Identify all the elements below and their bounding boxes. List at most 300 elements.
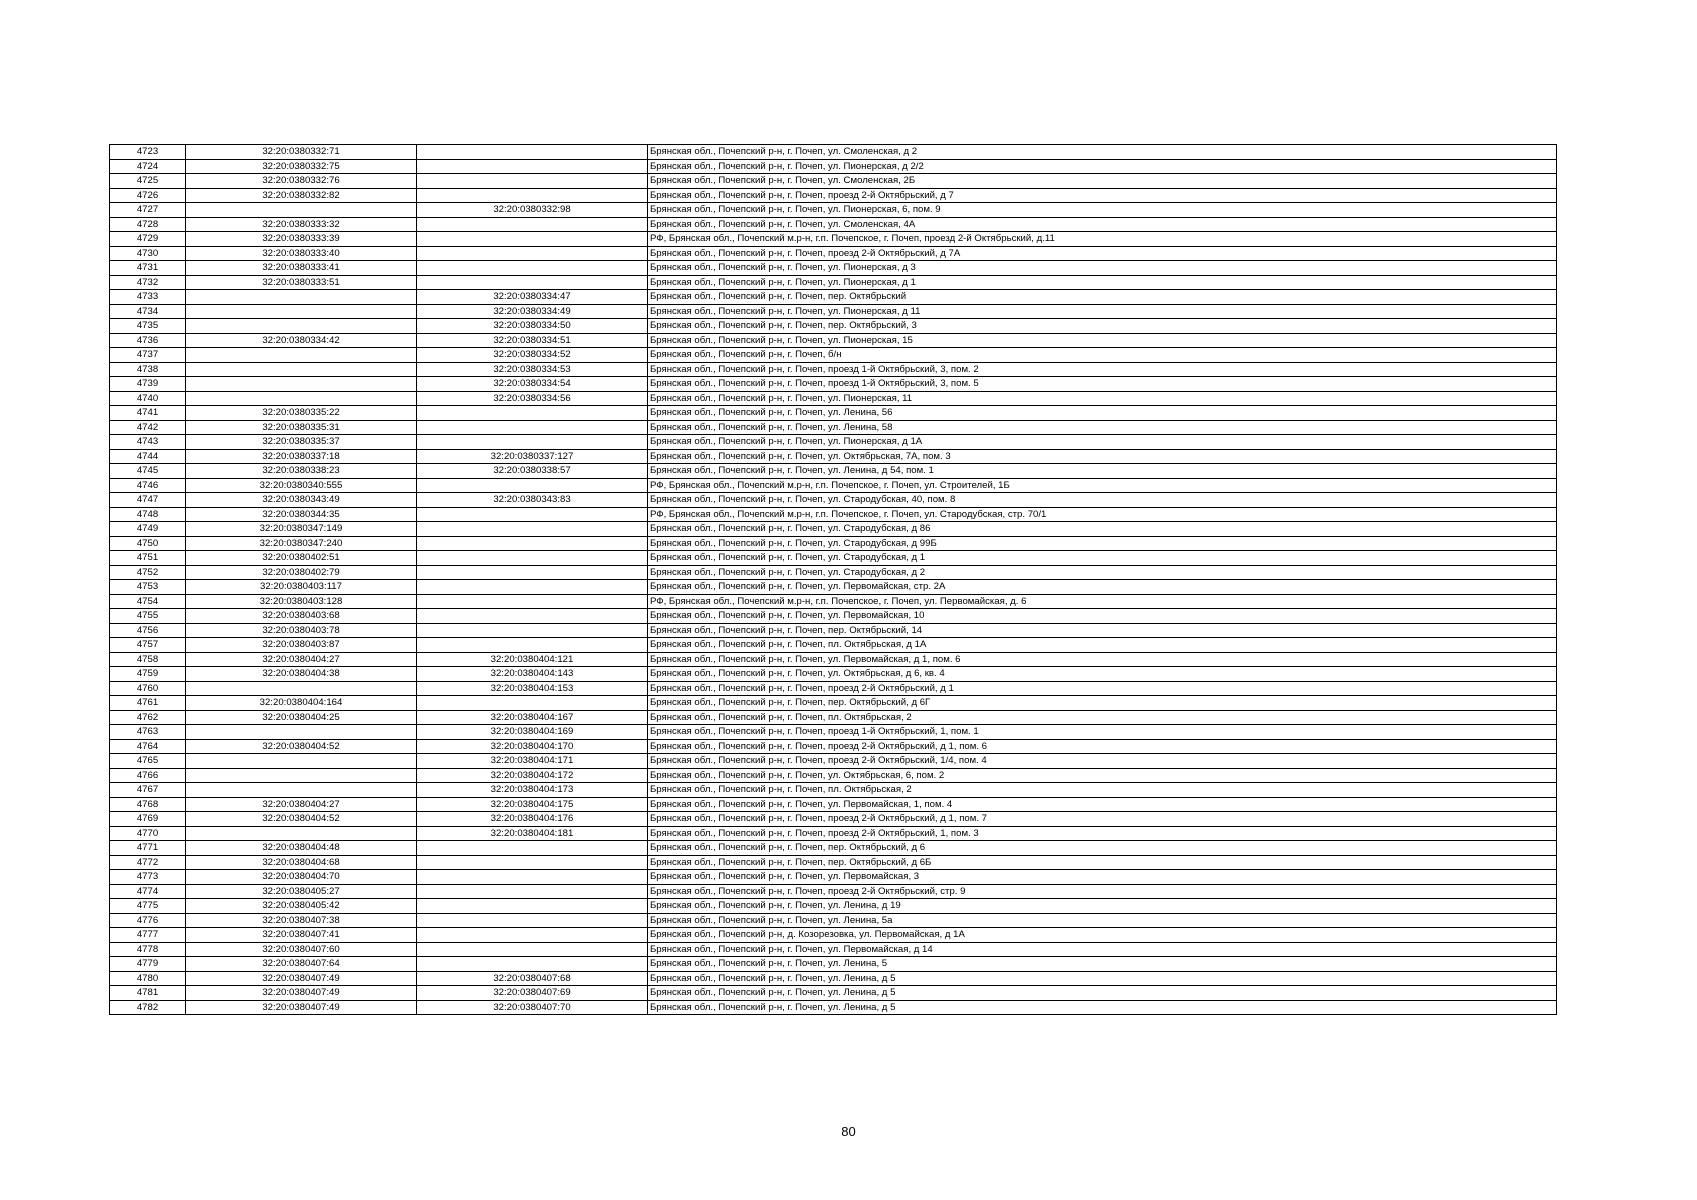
land-cadastral-number-cell: 32:20:0380403:117 xyxy=(186,580,417,595)
row-number-cell: 4742 xyxy=(110,420,186,435)
building-cadastral-number-cell xyxy=(417,188,648,203)
table-row xyxy=(110,377,1557,392)
row-number-cell: 4759 xyxy=(110,667,186,682)
land-cadastral-number-cell: 32:20:0380404:25 xyxy=(186,710,417,725)
address-cell: Брянская обл., Почепский р-н, г. Почеп, проезд 1-й Октябрьский, 3, пом. 5 xyxy=(648,377,1557,392)
address-cell: Брянская обл., Почепский р-н, г. Почеп, ул. Стародубская, д 1 xyxy=(648,551,1557,566)
row-number-cell: 4772 xyxy=(110,855,186,870)
row-number-cell: 4764 xyxy=(110,739,186,754)
address-cell: Брянская обл., Почепский р-н, г. Почеп, ул. Ленина, д 54, пом. 1 xyxy=(648,464,1557,479)
building-cadastral-number-cell xyxy=(417,928,648,943)
table-row xyxy=(110,594,1557,609)
row-number-cell: 4745 xyxy=(110,464,186,479)
row-number-cell: 4735 xyxy=(110,319,186,334)
address-cell: Брянская обл., Почепский р-н, г. Почеп, ул. Первомайская, 1, пом. 4 xyxy=(648,797,1557,812)
row-number-cell: 4729 xyxy=(110,232,186,247)
address-cell: Брянская обл., Почепский р-н, г. Почеп, ул. Ленина, 58 xyxy=(648,420,1557,435)
building-cadastral-number-cell xyxy=(417,507,648,522)
land-cadastral-number-cell xyxy=(186,290,417,305)
row-number-cell: 4779 xyxy=(110,957,186,972)
address-cell: Брянская обл., Почепский р-н, г. Почеп, ул. Стародубская, д 99Б xyxy=(648,536,1557,551)
building-cadastral-number-cell: 32:20:0380404:176 xyxy=(417,812,648,827)
building-cadastral-number-cell xyxy=(417,696,648,711)
land-cadastral-number-cell: 32:20:0380402:79 xyxy=(186,565,417,580)
building-cadastral-number-cell: 32:20:0380404:170 xyxy=(417,739,648,754)
page-number: 80 xyxy=(841,1124,856,1139)
row-number-cell: 4762 xyxy=(110,710,186,725)
table-row xyxy=(110,942,1557,957)
table-row xyxy=(110,928,1557,943)
table-row xyxy=(110,203,1557,218)
address-cell: Брянская обл., Почепский р-н, г. Почеп, ул. Ленина, 56 xyxy=(648,406,1557,421)
building-cadastral-number-cell: 32:20:0380404:175 xyxy=(417,797,648,812)
address-cell: Брянская обл., Почепский р-н, г. Почеп, проезд 2-й Октябрьский, д 1, пом. 6 xyxy=(648,739,1557,754)
table-row xyxy=(110,261,1557,276)
row-number-cell: 4778 xyxy=(110,942,186,957)
address-cell: Брянская обл., Почепский р-н, г. Почеп, ул. Пионерская, д 11 xyxy=(648,304,1557,319)
land-cadastral-number-cell: 32:20:0380335:37 xyxy=(186,435,417,450)
row-number-cell: 4725 xyxy=(110,174,186,189)
address-cell: Брянская обл., Почепский р-н, г. Почеп, пер. Октябрьский, 14 xyxy=(648,623,1557,638)
row-number-cell: 4741 xyxy=(110,406,186,421)
row-number-cell: 4756 xyxy=(110,623,186,638)
land-cadastral-number-cell: 32:20:0380337:18 xyxy=(186,449,417,464)
table-row xyxy=(110,362,1557,377)
land-cadastral-number-cell: 32:20:0380404:27 xyxy=(186,652,417,667)
row-number-cell: 4755 xyxy=(110,609,186,624)
table-row xyxy=(110,957,1557,972)
row-number-cell: 4752 xyxy=(110,565,186,580)
address-cell: Брянская обл., Почепский р-н, г. Почеп, ул. Пионерская, 15 xyxy=(648,333,1557,348)
address-cell: Брянская обл., Почепский р-н, г. Почеп, ул. Пионерская, 11 xyxy=(648,391,1557,406)
row-number-cell: 4724 xyxy=(110,159,186,174)
table-row xyxy=(110,449,1557,464)
building-cadastral-number-cell xyxy=(417,435,648,450)
row-number-cell: 4733 xyxy=(110,290,186,305)
table-body xyxy=(110,145,1557,1015)
land-cadastral-number-cell: 32:20:0380332:75 xyxy=(186,159,417,174)
table-row xyxy=(110,188,1557,203)
building-cadastral-number-cell xyxy=(417,957,648,972)
address-cell: Брянская обл., Почепский р-н, г. Почеп, ул. Первомайская, 3 xyxy=(648,870,1557,885)
row-number-cell: 4743 xyxy=(110,435,186,450)
row-number-cell: 4773 xyxy=(110,870,186,885)
address-cell: Брянская обл., Почепский р-н, г. Почеп, проезд 2-й Октябрьский, д 7А xyxy=(648,246,1557,261)
table-row xyxy=(110,855,1557,870)
row-number-cell: 4727 xyxy=(110,203,186,218)
row-number-cell: 4776 xyxy=(110,913,186,928)
row-number-cell: 4751 xyxy=(110,551,186,566)
land-cadastral-number-cell: 32:20:0380404:68 xyxy=(186,855,417,870)
address-cell: Брянская обл., Почепский р-н, г. Почеп, ул. Ленина, д 5 xyxy=(648,986,1557,1001)
row-number-cell: 4747 xyxy=(110,493,186,508)
address-cell: Брянская обл., Почепский р-н, г. Почеп, ул. Смоленская, 4А xyxy=(648,217,1557,232)
land-cadastral-number-cell: 32:20:0380333:51 xyxy=(186,275,417,290)
land-cadastral-number-cell xyxy=(186,783,417,798)
land-cadastral-number-cell: 32:20:0380403:78 xyxy=(186,623,417,638)
building-cadastral-number-cell: 32:20:0380404:172 xyxy=(417,768,648,783)
building-cadastral-number-cell xyxy=(417,841,648,856)
land-cadastral-number-cell xyxy=(186,304,417,319)
table-row xyxy=(110,232,1557,247)
land-cadastral-number-cell: 32:20:0380404:52 xyxy=(186,812,417,827)
building-cadastral-number-cell: 32:20:0380404:121 xyxy=(417,652,648,667)
row-number-cell: 4732 xyxy=(110,275,186,290)
address-cell: Брянская обл., Почепский р-н, г. Почеп, ул. Стародубская, 40, пом. 8 xyxy=(648,493,1557,508)
table-row xyxy=(110,319,1557,334)
row-number-cell: 4746 xyxy=(110,478,186,493)
building-cadastral-number-cell xyxy=(417,942,648,957)
building-cadastral-number-cell: 32:20:0380334:51 xyxy=(417,333,648,348)
row-number-cell: 4757 xyxy=(110,638,186,653)
table-row xyxy=(110,406,1557,421)
table-row xyxy=(110,275,1557,290)
building-cadastral-number-cell xyxy=(417,145,648,160)
building-cadastral-number-cell: 32:20:0380407:68 xyxy=(417,971,648,986)
address-cell: Брянская обл., Почепский р-н, г. Почеп, ул. Пионерская, д 3 xyxy=(648,261,1557,276)
table-row xyxy=(110,710,1557,725)
address-cell: РФ, Брянская обл., Почепский м.р-н, г.п. Почепское, г. Почеп, ул. Стародубская, стр. 70/1 xyxy=(648,507,1557,522)
land-cadastral-number-cell xyxy=(186,768,417,783)
table-row xyxy=(110,507,1557,522)
address-cell: Брянская обл., Почепский р-н, г. Почеп, ул. Октябрьская, 7А, пом. 3 xyxy=(648,449,1557,464)
land-cadastral-number-cell: 32:20:0380404:70 xyxy=(186,870,417,885)
land-cadastral-number-cell xyxy=(186,319,417,334)
table-row xyxy=(110,986,1557,1001)
building-cadastral-number-cell: 32:20:0380334:52 xyxy=(417,348,648,363)
land-cadastral-number-cell: 32:20:0380407:49 xyxy=(186,986,417,1001)
row-number-cell: 4728 xyxy=(110,217,186,232)
row-number-cell: 4736 xyxy=(110,333,186,348)
land-cadastral-number-cell: 32:20:0380407:49 xyxy=(186,971,417,986)
land-cadastral-number-cell: 32:20:0380407:38 xyxy=(186,913,417,928)
building-cadastral-number-cell xyxy=(417,159,648,174)
address-cell: Брянская обл., Почепский р-н, г. Почеп, пер. Октябрьский xyxy=(648,290,1557,305)
building-cadastral-number-cell xyxy=(417,420,648,435)
row-number-cell: 4744 xyxy=(110,449,186,464)
building-cadastral-number-cell: 32:20:0380334:53 xyxy=(417,362,648,377)
land-cadastral-number-cell: 32:20:0380333:32 xyxy=(186,217,417,232)
building-cadastral-number-cell: 32:20:0380334:49 xyxy=(417,304,648,319)
row-number-cell: 4771 xyxy=(110,841,186,856)
land-cadastral-number-cell: 32:20:0380335:22 xyxy=(186,406,417,421)
building-cadastral-number-cell: 32:20:0380338:57 xyxy=(417,464,648,479)
building-cadastral-number-cell: 32:20:0380343:83 xyxy=(417,493,648,508)
building-cadastral-number-cell: 32:20:0380407:70 xyxy=(417,1000,648,1015)
row-number-cell: 4774 xyxy=(110,884,186,899)
land-cadastral-number-cell: 32:20:0380343:49 xyxy=(186,493,417,508)
row-number-cell: 4723 xyxy=(110,145,186,160)
row-number-cell: 4730 xyxy=(110,246,186,261)
address-cell: Брянская обл., Почепский р-н, г. Почеп, ул. Первомайская, д 14 xyxy=(648,942,1557,957)
building-cadastral-number-cell xyxy=(417,884,648,899)
table-row xyxy=(110,536,1557,551)
table-row xyxy=(110,754,1557,769)
building-cadastral-number-cell xyxy=(417,246,648,261)
building-cadastral-number-cell xyxy=(417,899,648,914)
building-cadastral-number-cell xyxy=(417,536,648,551)
building-cadastral-number-cell: 32:20:0380404:181 xyxy=(417,826,648,841)
land-cadastral-number-cell: 32:20:0380332:82 xyxy=(186,188,417,203)
address-cell: Брянская обл., Почепский р-н, г. Почеп, проезд 2-й Октябрьский, д 1, пом. 7 xyxy=(648,812,1557,827)
table-row xyxy=(110,435,1557,450)
row-number-cell: 4769 xyxy=(110,812,186,827)
row-number-cell: 4767 xyxy=(110,783,186,798)
land-cadastral-number-cell: 32:20:0380332:71 xyxy=(186,145,417,160)
row-number-cell: 4738 xyxy=(110,362,186,377)
table-row xyxy=(110,783,1557,798)
land-cadastral-number-cell: 32:20:0380403:128 xyxy=(186,594,417,609)
land-cadastral-number-cell: 32:20:0380407:41 xyxy=(186,928,417,943)
row-number-cell: 4754 xyxy=(110,594,186,609)
land-cadastral-number-cell xyxy=(186,725,417,740)
table-row xyxy=(110,348,1557,363)
building-cadastral-number-cell xyxy=(417,522,648,537)
table-row xyxy=(110,159,1557,174)
table-row xyxy=(110,420,1557,435)
address-cell: Брянская обл., Почепский р-н, г. Почеп, ул. Пионерская, д 1А xyxy=(648,435,1557,450)
land-cadastral-number-cell xyxy=(186,826,417,841)
building-cadastral-number-cell xyxy=(417,609,648,624)
building-cadastral-number-cell xyxy=(417,174,648,189)
table-row xyxy=(110,522,1557,537)
building-cadastral-number-cell xyxy=(417,232,648,247)
table-row xyxy=(110,464,1557,479)
building-cadastral-number-cell: 32:20:0380404:143 xyxy=(417,667,648,682)
table-row xyxy=(110,478,1557,493)
address-cell: Брянская обл., Почепский р-н, г. Почеп, ул. Ленина, 5 xyxy=(648,957,1557,972)
building-cadastral-number-cell: 32:20:0380334:47 xyxy=(417,290,648,305)
row-number-cell: 4768 xyxy=(110,797,186,812)
building-cadastral-number-cell: 32:20:0380334:54 xyxy=(417,377,648,392)
row-number-cell: 4731 xyxy=(110,261,186,276)
row-number-cell: 4761 xyxy=(110,696,186,711)
table-row xyxy=(110,696,1557,711)
address-cell: Брянская обл., Почепский р-н, г. Почеп, пл. Октябрьская, д 1А xyxy=(648,638,1557,653)
row-number-cell: 4726 xyxy=(110,188,186,203)
address-cell: Брянская обл., Почепский р-н, г. Почеп, ул. Первомайская, 10 xyxy=(648,609,1557,624)
land-cadastral-number-cell: 32:20:0380405:42 xyxy=(186,899,417,914)
address-cell: Брянская обл., Почепский р-н, г. Почеп, пл. Октябрьская, 2 xyxy=(648,783,1557,798)
land-cadastral-number-cell: 32:20:0380404:164 xyxy=(186,696,417,711)
address-cell: Брянская обл., Почепский р-н, г. Почеп, проезд 2-й Октябрьский, д 7 xyxy=(648,188,1557,203)
table-row xyxy=(110,725,1557,740)
building-cadastral-number-cell xyxy=(417,275,648,290)
row-number-cell: 4734 xyxy=(110,304,186,319)
row-number-cell: 4781 xyxy=(110,986,186,1001)
table-row xyxy=(110,145,1557,160)
building-cadastral-number-cell xyxy=(417,580,648,595)
building-cadastral-number-cell: 32:20:0380407:69 xyxy=(417,986,648,1001)
table-row xyxy=(110,217,1557,232)
row-number-cell: 4737 xyxy=(110,348,186,363)
address-cell: Брянская обл., Почепский р-н, г. Почеп, ул. Первомайская, стр. 2А xyxy=(648,580,1557,595)
address-cell: Брянская обл., Почепский р-н, г. Почеп, проезд 2-й Октябрьский, 1/4, пом. 4 xyxy=(648,754,1557,769)
building-cadastral-number-cell: 32:20:0380334:50 xyxy=(417,319,648,334)
land-cadastral-number-cell: 32:20:0380347:149 xyxy=(186,522,417,537)
row-number-cell: 4750 xyxy=(110,536,186,551)
land-cadastral-number-cell: 32:20:0380404:27 xyxy=(186,797,417,812)
land-cadastral-number-cell: 32:20:0380340:555 xyxy=(186,478,417,493)
land-cadastral-number-cell: 32:20:0380404:52 xyxy=(186,739,417,754)
table-row xyxy=(110,739,1557,754)
table-row xyxy=(110,913,1557,928)
table-row xyxy=(110,638,1557,653)
table-row xyxy=(110,812,1557,827)
table-row xyxy=(110,493,1557,508)
building-cadastral-number-cell xyxy=(417,551,648,566)
building-cadastral-number-cell xyxy=(417,261,648,276)
land-cadastral-number-cell: 32:20:0380402:51 xyxy=(186,551,417,566)
land-cadastral-number-cell xyxy=(186,754,417,769)
table-row xyxy=(110,870,1557,885)
building-cadastral-number-cell xyxy=(417,855,648,870)
building-cadastral-number-cell xyxy=(417,217,648,232)
table-row xyxy=(110,290,1557,305)
row-number-cell: 4766 xyxy=(110,768,186,783)
land-cadastral-number-cell: 32:20:0380338:23 xyxy=(186,464,417,479)
table-row xyxy=(110,681,1557,696)
address-cell: Брянская обл., Почепский р-н, г. Почеп, ул. Стародубская, д 86 xyxy=(648,522,1557,537)
table-row xyxy=(110,768,1557,783)
building-cadastral-number-cell: 32:20:0380404:167 xyxy=(417,710,648,725)
address-cell: Брянская обл., Почепский р-н, г. Почеп, ул. Октябрьская, 6, пом. 2 xyxy=(648,768,1557,783)
land-cadastral-number-cell: 32:20:0380407:64 xyxy=(186,957,417,972)
land-cadastral-number-cell: 32:20:0380335:31 xyxy=(186,420,417,435)
building-cadastral-number-cell: 32:20:0380332:98 xyxy=(417,203,648,218)
table-row xyxy=(110,667,1557,682)
building-cadastral-number-cell xyxy=(417,638,648,653)
table-row xyxy=(110,304,1557,319)
table-row xyxy=(110,609,1557,624)
table-row xyxy=(110,826,1557,841)
table-row xyxy=(110,565,1557,580)
address-cell: Брянская обл., Почепский р-н, г. Почеп, ул. Ленина, 5а xyxy=(648,913,1557,928)
table-row xyxy=(110,391,1557,406)
address-cell: Брянская обл., Почепский р-н, г. Почеп, ул. Пионерская, 6, пом. 9 xyxy=(648,203,1557,218)
table-row xyxy=(110,333,1557,348)
address-cell: Брянская обл., Почепский р-н, г. Почеп, ул. Смоленская, 2Б xyxy=(648,174,1557,189)
land-cadastral-number-cell: 32:20:0380403:68 xyxy=(186,609,417,624)
building-cadastral-number-cell xyxy=(417,913,648,928)
table-row xyxy=(110,797,1557,812)
land-cadastral-number-cell: 32:20:0380347:240 xyxy=(186,536,417,551)
land-cadastral-number-cell: 32:20:0380404:48 xyxy=(186,841,417,856)
address-cell: Брянская обл., Почепский р-н, г. Почеп, проезд 1-й Октябрьский, 3, пом. 2 xyxy=(648,362,1557,377)
table-row xyxy=(110,580,1557,595)
table-row xyxy=(110,174,1557,189)
land-cadastral-number-cell xyxy=(186,377,417,392)
row-number-cell: 4765 xyxy=(110,754,186,769)
address-cell: Брянская обл., Почепский р-н, г. Почеп, проезд 2-й Октябрьский, 1, пом. 3 xyxy=(648,826,1557,841)
table-row xyxy=(110,841,1557,856)
address-cell: Брянская обл., Почепский р-н, г. Почеп, б/н xyxy=(648,348,1557,363)
land-cadastral-number-cell xyxy=(186,348,417,363)
land-cadastral-number-cell: 32:20:0380332:76 xyxy=(186,174,417,189)
address-cell: Брянская обл., Почепский р-н, г. Почеп, ул. Пионерская, д 2/2 xyxy=(648,159,1557,174)
building-cadastral-number-cell xyxy=(417,870,648,885)
address-cell: Брянская обл., Почепский р-н, г. Почеп, ул. Пионерская, д 1 xyxy=(648,275,1557,290)
address-cell: Брянская обл., Почепский р-н, г. Почеп, пер. Октябрьский, д 6Г xyxy=(648,696,1557,711)
land-cadastral-number-cell: 32:20:0380334:42 xyxy=(186,333,417,348)
address-cell: РФ, Брянская обл., Почепский м.р-н, г.п. Почепское, г. Почеп, ул. Строителей, 1Б xyxy=(648,478,1557,493)
table-row xyxy=(110,899,1557,914)
table-row xyxy=(110,652,1557,667)
address-cell: Брянская обл., Почепский р-н, д. Козорезовка, ул. Первомайская, д 1А xyxy=(648,928,1557,943)
building-cadastral-number-cell: 32:20:0380404:173 xyxy=(417,783,648,798)
address-cell: РФ, Брянская обл., Почепский м.р-н, г.п. Почепское, г. Почеп, ул. Первомайская, д. 6 xyxy=(648,594,1557,609)
address-cell: Брянская обл., Почепский р-н, г. Почеп, ул. Ленина, д 5 xyxy=(648,971,1557,986)
building-cadastral-number-cell xyxy=(417,478,648,493)
row-number-cell: 4760 xyxy=(110,681,186,696)
row-number-cell: 4770 xyxy=(110,826,186,841)
building-cadastral-number-cell: 32:20:0380404:169 xyxy=(417,725,648,740)
address-cell: Брянская обл., Почепский р-н, г. Почеп, ул. Ленина, д 5 xyxy=(648,1000,1557,1015)
land-cadastral-number-cell xyxy=(186,362,417,377)
address-cell: Брянская обл., Почепский р-н, г. Почеп, пл. Октябрьская, 2 xyxy=(648,710,1557,725)
row-number-cell: 4753 xyxy=(110,580,186,595)
row-number-cell: 4758 xyxy=(110,652,186,667)
building-cadastral-number-cell: 32:20:0380404:171 xyxy=(417,754,648,769)
address-cell: Брянская обл., Почепский р-н, г. Почеп, пер. Октябрьский, д 6Б xyxy=(648,855,1557,870)
building-cadastral-number-cell xyxy=(417,565,648,580)
building-cadastral-number-cell xyxy=(417,594,648,609)
building-cadastral-number-cell: 32:20:0380337:127 xyxy=(417,449,648,464)
land-cadastral-number-cell: 32:20:0380333:41 xyxy=(186,261,417,276)
land-cadastral-number-cell xyxy=(186,681,417,696)
land-cadastral-number-cell: 32:20:0380333:40 xyxy=(186,246,417,261)
address-cell: Брянская обл., Почепский р-н, г. Почеп, пер. Октябрьский, 3 xyxy=(648,319,1557,334)
row-number-cell: 4777 xyxy=(110,928,186,943)
row-number-cell: 4748 xyxy=(110,507,186,522)
row-number-cell: 4739 xyxy=(110,377,186,392)
land-cadastral-number-cell xyxy=(186,203,417,218)
address-cell: Брянская обл., Почепский р-н, г. Почеп, ул. Первомайская, д 1, пом. 6 xyxy=(648,652,1557,667)
table-row xyxy=(110,971,1557,986)
address-cell: Брянская обл., Почепский р-н, г. Почеп, ул. Октябрьская, д 6, кв. 4 xyxy=(648,667,1557,682)
row-number-cell: 4763 xyxy=(110,725,186,740)
land-cadastral-number-cell: 32:20:0380407:60 xyxy=(186,942,417,957)
address-cell: Брянская обл., Почепский р-н, г. Почеп, ул. Стародубская, д 2 xyxy=(648,565,1557,580)
row-number-cell: 4740 xyxy=(110,391,186,406)
table-row xyxy=(110,551,1557,566)
building-cadastral-number-cell xyxy=(417,406,648,421)
address-cell: Брянская обл., Почепский р-н, г. Почеп, ул. Ленина, д 19 xyxy=(648,899,1557,914)
table-row xyxy=(110,884,1557,899)
land-cadastral-number-cell: 32:20:0380344:35 xyxy=(186,507,417,522)
table-row xyxy=(110,1000,1557,1015)
address-cell: Брянская обл., Почепский р-н, г. Почеп, проезд 2-й Октябрьский, стр. 9 xyxy=(648,884,1557,899)
address-cell: Брянская обл., Почепский р-н, г. Почеп, ул. Смоленская, д 2 xyxy=(648,145,1557,160)
land-cadastral-number-cell: 32:20:0380407:49 xyxy=(186,1000,417,1015)
address-cell: РФ, Брянская обл., Почепский м.р-н, г.п. Почепское, г. Почеп, проезд 2-й Октябрьский, д.11 xyxy=(648,232,1557,247)
address-cell: Брянская обл., Почепский р-н, г. Почеп, проезд 2-й Октябрьский, д 1 xyxy=(648,681,1557,696)
address-cell: Брянская обл., Почепский р-н, г. Почеп, проезд 1-й Октябрьский, 1, пом. 1 xyxy=(648,725,1557,740)
row-number-cell: 4782 xyxy=(110,1000,186,1015)
building-cadastral-number-cell: 32:20:0380334:56 xyxy=(417,391,648,406)
land-cadastral-number-cell: 32:20:0380404:38 xyxy=(186,667,417,682)
land-cadastral-number-cell: 32:20:0380405:27 xyxy=(186,884,417,899)
building-cadastral-number-cell: 32:20:0380404:153 xyxy=(417,681,648,696)
land-cadastral-number-cell xyxy=(186,391,417,406)
row-number-cell: 4775 xyxy=(110,899,186,914)
table-row xyxy=(110,246,1557,261)
land-cadastral-number-cell: 32:20:0380403:87 xyxy=(186,638,417,653)
building-cadastral-number-cell xyxy=(417,623,648,638)
registry-table xyxy=(109,144,1557,1015)
table-row xyxy=(110,623,1557,638)
land-cadastral-number-cell: 32:20:0380333:39 xyxy=(186,232,417,247)
